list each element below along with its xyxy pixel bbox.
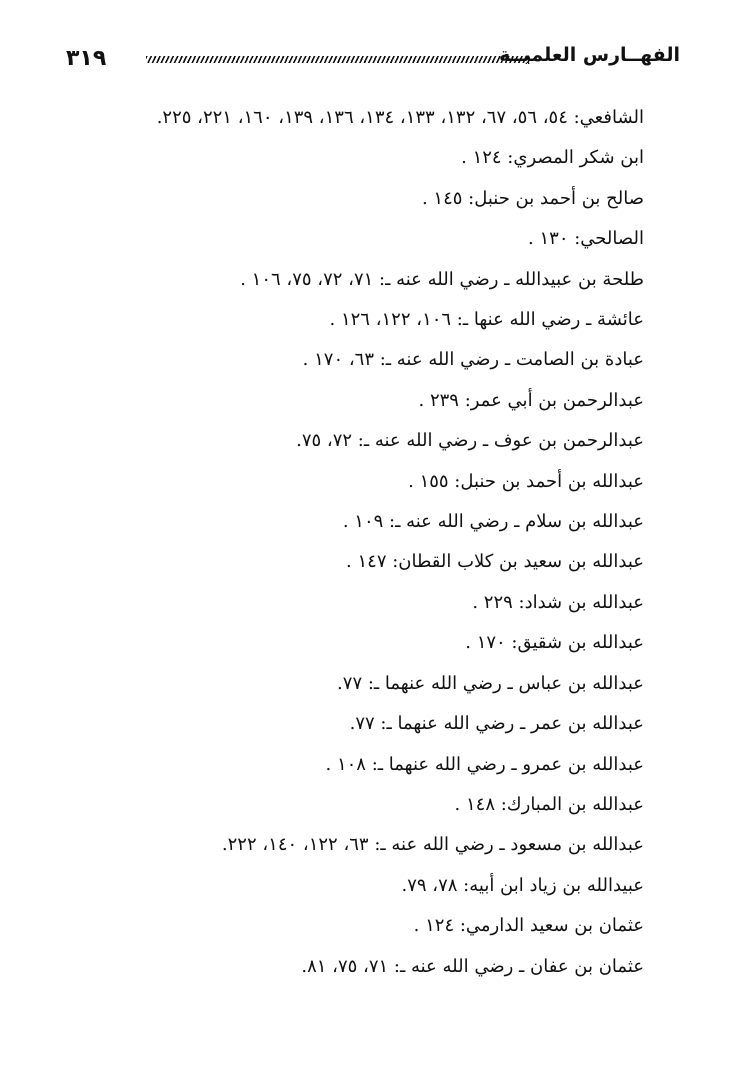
index-entry: عبدالله بن سعيد بن كلاب القطان: ١٤٧ . [346,551,644,573]
index-entry: عبدالله بن سلام ـ رضي الله عنه ـ: ١٠٩ . [342,511,644,533]
index-entry: عبدالله بن شقيق: ١٧٠ . [465,632,644,654]
index-entry: الصالحي: ١٣٠ . [528,228,644,250]
index-entry: عبدالله بن عمر ـ رضي الله عنهما ـ: ٧٧. [349,713,644,735]
index-entry: عبدالله بن مسعود ـ رضي الله عنه ـ: ٦٣، ١٢٢، ١٤٠، ٢٢٢. [221,834,644,856]
index-entry: عبدالله بن شداد: ٢٢٩ . [472,591,644,613]
index-entry: عثمان بن سعيد الدارمي: ١٢٤ . [413,915,644,937]
header-rule [146,56,530,63]
index-entry: عبدالله بن عمرو ـ رضي الله عنهما ـ: ١٠٨ . [325,753,644,775]
index-entry: طلحة بن عبيدالله ـ رضي الله عنه ـ: ٧١، ٧٢، ٧٥، ١٠٦ . [240,268,644,290]
index-entry: عبيدالله بن زياد ابن أبيه: ٧٨، ٧٩. [401,874,644,896]
index-entry: عبدالله بن عباس ـ رضي الله عنهما ـ: ٧٧. [337,672,644,694]
index-entry: عبدالرحمن بن عوف ـ رضي الله عنه ـ: ٧٢، ٧٥. [296,430,644,452]
index-entry: عثمان بن عفان ـ رضي الله عنه ـ: ٧١، ٧٥، ٨١. [301,955,644,977]
index-entry: عائشة ـ رضي الله عنها ـ: ١٠٦، ١٢٢، ١٢٦ . [329,309,644,331]
index-entry: عبدالله بن أحمد بن حنبل: ١٥٥ . [408,470,644,492]
index-list [64,98,644,987]
index-entry: ابن شكر المصري: ١٢٤ . [461,147,644,169]
page-header [66,40,680,80]
page-number: ٣١٩ [66,46,107,71]
index-entry: صالح بن أحمد بن حنبل: ١٤٥ . [421,187,644,209]
index-entry: عبدالرحمن بن أبي عمر: ٢٣٩ . [418,389,644,411]
index-entry: عبادة بن الصامت ـ رضي الله عنه ـ: ٦٣، ١٧٠ . [302,349,644,371]
running-title: الفهــارس العلميــة [499,44,680,66]
index-entry: عبدالله بن المبارك: ١٤٨ . [454,793,644,815]
index-entry: الشافعي: ٥٤، ٥٦، ٦٧، ١٣٢، ١٣٣، ١٣٤، ١٣٦، ١٣٩، ١٦٠، ٢٢١، ٢٢٥. [156,107,644,128]
